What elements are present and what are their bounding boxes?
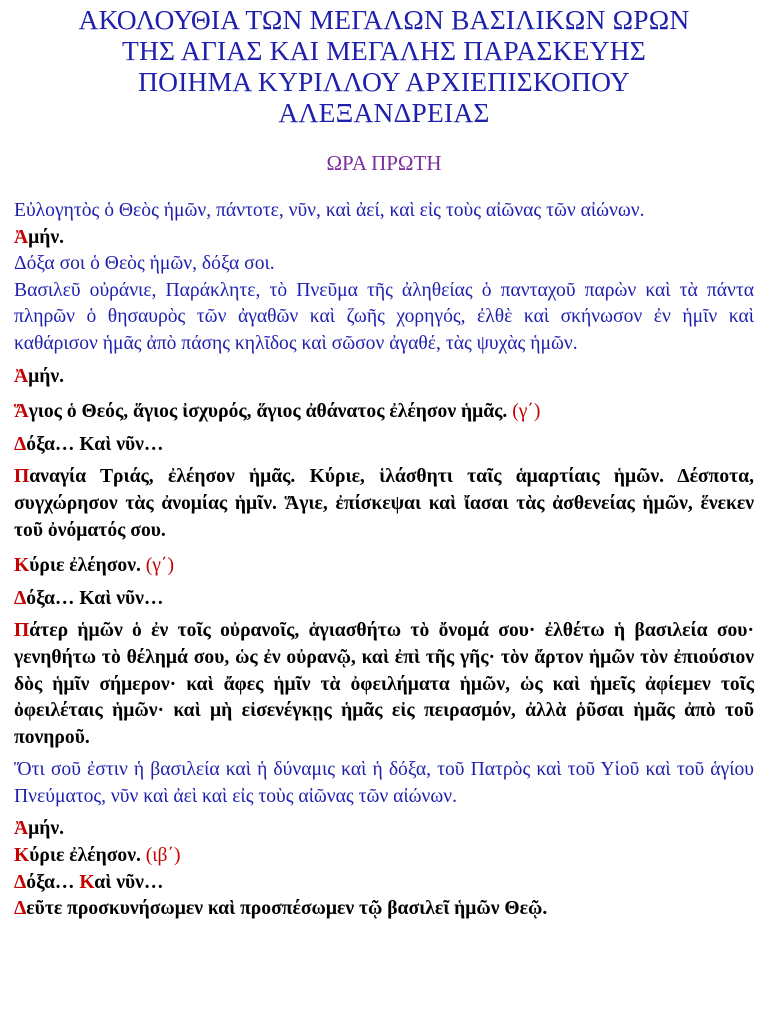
rubric-repeat: (γ΄) [512, 401, 541, 423]
come-let-us-worship [14, 896, 754, 923]
response-amen [14, 225, 754, 252]
glory-now [14, 432, 754, 459]
document-title [14, 4, 754, 128]
kyrie-eleison [14, 553, 754, 580]
response-text: μήν. [28, 818, 65, 840]
red-initial: Π [14, 466, 30, 488]
prayer-text: αναγία Τριάς, ἐλέησον ἡμᾶς. Κύριε, ἱλάσθητι ταῖς ἁμαρτίαις ἡμῶν. Δέσποτα, συγχώρησον τὰς ἀνομίας ἡμῖν. Ἅγιε, ἐπίσκεψαι καὶ ἴασαι τὰς ἀσθενείας ἡμῶν, ἕνεκεν τοῦ ὀνόματός σου. [14, 466, 754, 541]
red-initial: Ἀ [14, 365, 29, 387]
red-initial: Δ [14, 898, 27, 920]
worship-text: εῦτε προσκυνήσωμεν καὶ προσπέσωμεν τῷ βασιλεῖ ἡμῶν Θεῷ. [26, 898, 548, 920]
glory-now-text: όξα… [26, 871, 80, 893]
priest-glory: Δόξα σοι ὁ Θεὸς ἡμῶν, δόξα σοι. [14, 253, 275, 275]
kyrie-eleison [14, 843, 754, 870]
glory-now-text: όξα… Καὶ νῦν… [26, 587, 164, 609]
red-initial: Ἀ [14, 818, 29, 840]
glory-now-text: όξα… Καὶ νῦν… [26, 433, 164, 455]
glory-now-text: αὶ νῦν… [94, 871, 164, 893]
priest-blessing: Εὐλογητὸς ὁ Θεὸς ἡμῶν, πάντοτε, νῦν, καὶ ἀεί, καὶ εἰς τοὺς αἰῶνας τῶν αἰώνων. [14, 200, 645, 221]
glory-now [14, 870, 754, 897]
red-initial: Δ [14, 587, 27, 609]
red-initial: Δ [14, 871, 27, 893]
hour-heading: ΩΡΑ ΠΡΩΤΗ [326, 151, 442, 175]
response-amen [14, 364, 754, 391]
red-initial: Κ [79, 871, 95, 893]
trisagion-text: γιος ὁ Θεός, ἅγιος ἰσχυρός, ἅγιος ἀθάνατος ἐλέησον ἡμᾶς. [28, 401, 508, 423]
kyrie-text: ύριε ἐλέησον. [29, 555, 141, 577]
red-initial: Κ [14, 555, 30, 577]
title-line: ΤΗΣ ΑΓΙΑΣ ΚΑΙ ΜΕΓΑΛΗΣ ΠΑΡΑΣΚΕΥΗΣ [121, 35, 647, 66]
glory-now [14, 586, 754, 613]
kyrie-text: ύριε ἐλέησον. [29, 845, 141, 867]
response-amen [14, 816, 754, 843]
response-text: μήν. [28, 365, 65, 387]
red-initial: Π [14, 620, 30, 642]
red-initial: Ἀ [14, 226, 29, 248]
rubric-repeat: (ιβ΄) [145, 845, 181, 867]
red-initial: Κ [14, 845, 30, 867]
trisagion [14, 399, 754, 426]
rubric-repeat: (γ΄) [145, 555, 174, 577]
prayer-heavenly-king: Βασιλεῦ οὐράνιε, Παράκλητε, τὸ Πνεῦμα τῆς ἀληθείας ὁ πανταχοῦ παρὼν καὶ τὰ πάντα πληρῶν ὁ θησαυρὸς τῶν ἀγαθῶν καὶ ζωῆς χορηγός, ἐλθὲ καὶ σκήνωσον ἐν ἡμῖν καὶ καθάρισον ἡμᾶς ἀπὸ πάσης κηλῖδος καὶ σῶσον ἀγαθέ, τὰς ψυχὰς ἡμῶν. [14, 279, 754, 354]
red-initial: Δ [14, 433, 27, 455]
response-text: μήν. [28, 226, 65, 248]
document-page [0, 4, 768, 1028]
prayer-text: άτερ ἡμῶν ὁ ἐν τοῖς οὐρανοῖς, ἁγιασθήτω τὸ ὄνομά σου· ἐλθέτω ἡ βασιλεία σου· γενηθήτω τὸ θέλημά σου, ὡς ἐν οὐρανῷ, καὶ ἐπὶ τῆς γῆς· τὸν ἄρτον ἡμῶν τὸν ἐπιούσιον δὸς ἡμῖν σήμερον· καὶ ἄφες ἡμῖν τὰ ὀφειλήματα ἡμῶν, ὡς καὶ ἡμεῖς ἀφίεμεν τοῖς ὀφειλέταις ἡμῶν· καὶ μὴ εἰσενέγκῃς ἡμᾶς εἰς πειρασμόν, ἀλλὰ ῥῦσαι ἡμᾶς ἀπὸ τοῦ πονηροῦ. [14, 620, 754, 748]
title-line: ΑΚΟΛΟΥΘΙΑ ΤΩΝ ΜΕΓΑΛΩΝ ΒΑΣΙΛΙΚΩΝ ΩΡΩΝ [78, 4, 690, 35]
prayer-holy-trinity [14, 464, 754, 544]
priest-doxology: Ὅτι σοῦ ἐστιν ἡ βασιλεία καὶ ἡ δύναμις καὶ ἡ δόξα, τοῦ Πατρὸς καὶ τοῦ Υἱοῦ καὶ τοῦ ἁγίου Πνεύματος, νῦν καὶ ἀεὶ καὶ εἰς τοὺς αἰῶνας τῶν αἰώνων. [14, 759, 754, 807]
title-line: ΠΟΙΗΜΑ ΚΥΡΙΛΛΟΥ ΑΡΧΙΕΠΙΣΚΟΠΟΥ [138, 66, 630, 97]
red-initial: Ἅ [14, 401, 29, 423]
lords-prayer [14, 618, 754, 751]
title-line: ΑΛΕΞΑΝΔΡΕΙΑΣ [278, 97, 490, 128]
